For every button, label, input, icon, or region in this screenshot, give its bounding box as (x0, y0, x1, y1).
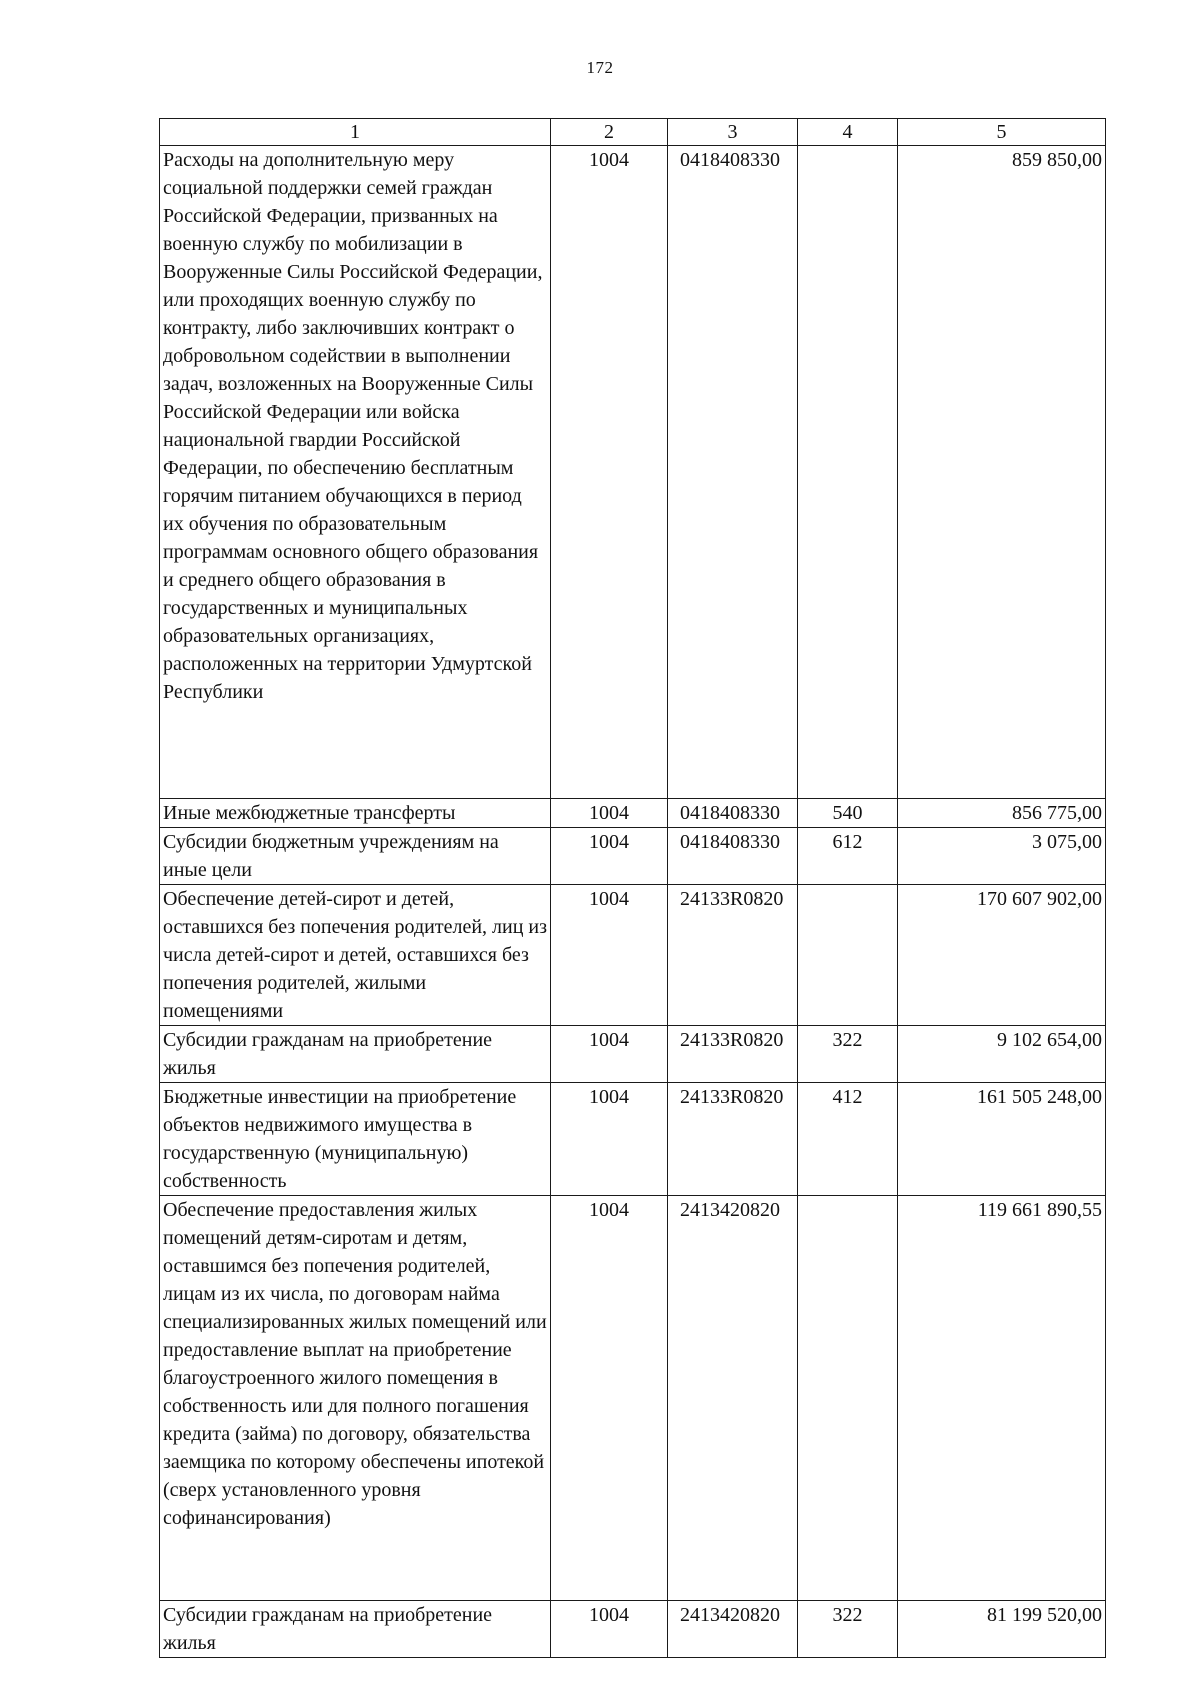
header-col-2: 2 (551, 119, 668, 146)
row-section: 1004 (551, 146, 668, 799)
row-section: 1004 (551, 1601, 668, 1658)
row-expense-type (798, 885, 898, 1026)
row-amount: 3 075,00 (898, 828, 1106, 885)
row-section: 1004 (551, 1026, 668, 1083)
row-expense-type: 612 (798, 828, 898, 885)
row-expense-type: 322 (798, 1026, 898, 1083)
row-expense-type: 540 (798, 799, 898, 828)
row-name: Расходы на дополнительную меру социальной поддержки семей граждан Российской Федерации, призванных на военную службу по мобилизации в Вооруженные Силы Российской Федерации, или проходящих военную службу по контракту, либо заключивших контракт о добровольном содействии в выполнении задач, возложенных на Вооруженные Силы Российской Федерации или войска национальной гвардии Российской Федерации, по обеспечению бесплатным горячим питанием обучающихся в период их обучения по образовательным программам основного общего образования и среднего общего образования в государственных и муниципальных образовательных организациях, расположенных на территории Удмуртской Республики (160, 146, 551, 799)
row-target-code: 0418408330 (668, 146, 798, 799)
header-col-1: 1 (160, 119, 551, 146)
row-name: Иные межбюджетные трансферты (160, 799, 551, 828)
row-amount: 859 850,00 (898, 146, 1106, 799)
row-name: Обеспечение детей-сирот и детей, оставшихся без попечения родителей, лиц из числа детей-сирот и детей, оставшихся без попечения родителей, жилыми помещениями (160, 885, 551, 1026)
page-number: 172 (586, 58, 614, 77)
table-row (160, 1083, 1106, 1196)
row-target-code: 24133R0820 (668, 1083, 798, 1196)
row-name: Субсидии гражданам на приобретение жилья (160, 1026, 551, 1083)
row-expense-type: 322 (798, 1601, 898, 1658)
row-amount: 81 199 520,00 (898, 1601, 1106, 1658)
row-target-code: 0418408330 (668, 799, 798, 828)
row-section: 1004 (551, 799, 668, 828)
row-name: Бюджетные инвестиции на приобретение объектов недвижимого имущества в государственную (муниципальную) собственность (160, 1083, 551, 1196)
row-amount: 9 102 654,00 (898, 1026, 1106, 1083)
row-section: 1004 (551, 1196, 668, 1601)
table-row (160, 1026, 1106, 1083)
row-amount: 161 505 248,00 (898, 1083, 1106, 1196)
row-amount: 170 607 902,00 (898, 885, 1106, 1026)
row-amount: 856 775,00 (898, 799, 1106, 828)
table-row (160, 146, 1106, 799)
budget-table (159, 118, 1106, 1658)
header-col-4: 4 (798, 119, 898, 146)
row-name: Обеспечение предоставления жилых помещений детям-сиротам и детям, оставшимся без попечения родителей, лицам из их числа, по договорам найма специализированных жилых помещений или предоставление выплат на приобретение благоустроенного жилого помещения в собственность или для полного погашения кредита (займа) по договору, обязательства заемщика по которому обеспечены ипотекой (сверх установленного уровня софинансирования) (160, 1196, 551, 1601)
row-expense-type (798, 1196, 898, 1601)
row-name: Субсидии гражданам на приобретение жилья (160, 1601, 551, 1658)
row-section: 1004 (551, 1083, 668, 1196)
table-row (160, 1196, 1106, 1601)
row-target-code: 2413420820 (668, 1601, 798, 1658)
table-row (160, 1601, 1106, 1658)
table-row (160, 828, 1106, 885)
row-target-code: 24133R0820 (668, 885, 798, 1026)
row-target-code: 2413420820 (668, 1196, 798, 1601)
table-row (160, 885, 1106, 1026)
table-row (160, 799, 1106, 828)
row-expense-type (798, 146, 898, 799)
row-name: Субсидии бюджетным учреждениям на иные цели (160, 828, 551, 885)
row-target-code: 0418408330 (668, 828, 798, 885)
table-header-row (160, 119, 1106, 146)
row-section: 1004 (551, 885, 668, 1026)
row-amount: 119 661 890,55 (898, 1196, 1106, 1601)
header-col-3: 3 (668, 119, 798, 146)
row-expense-type: 412 (798, 1083, 898, 1196)
header-col-5: 5 (898, 119, 1106, 146)
row-section: 1004 (551, 828, 668, 885)
row-target-code: 24133R0820 (668, 1026, 798, 1083)
